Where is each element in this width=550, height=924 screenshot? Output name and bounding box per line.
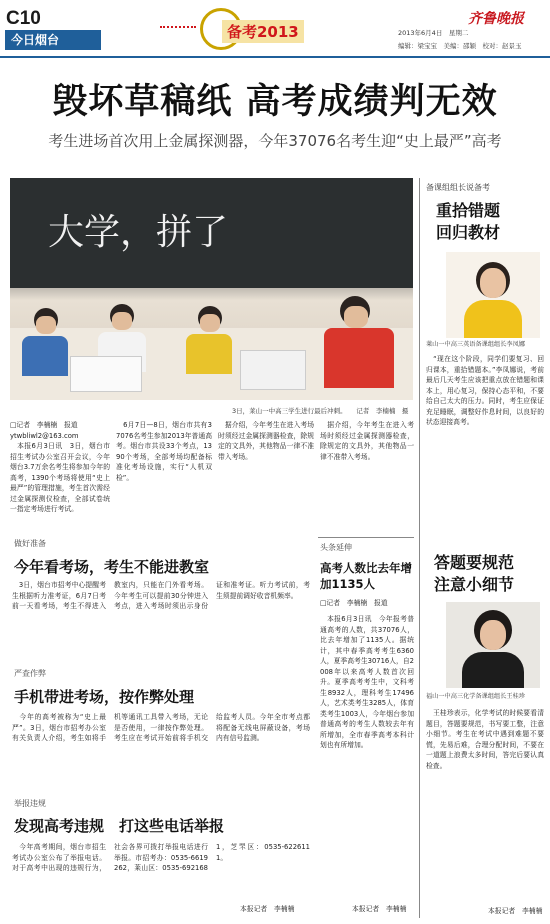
sidebar-title-1: 重拾错题 — [436, 201, 501, 220]
student-face — [344, 306, 368, 328]
sidebar-divider — [419, 178, 420, 918]
headline: 毁坏草稿纸 高考成绩判无效 — [52, 82, 498, 122]
book-stack — [70, 356, 142, 392]
section-title-cheating: 手机带进考场，按作弊处理 — [14, 688, 195, 706]
section-label-report: 举报违规 — [14, 799, 46, 808]
sidebar-byline: 本报记者 李楠楠 — [488, 907, 543, 915]
blackboard-writing: 大学，拼了 — [48, 212, 229, 253]
section-text-report: 今年高考期间，烟台市招生考试办公室公布了举报电话。对于高考中出现的违规行为，社会各界可拨打举报电话进行举报。市招考办：0535-6619262，莱山区：0535-6921681，芝罘区：0535-6226111。 — [12, 843, 310, 872]
face — [480, 620, 506, 650]
page-number: C10 — [6, 8, 41, 29]
sidebar-title-4: 注意小细节 — [434, 575, 515, 594]
sidebar-title-2: 回归教材 — [436, 223, 501, 242]
section-title-report: 发现高考违规 打这些电话举报 — [14, 817, 225, 835]
section-byline: 本报记者 李楠楠 — [240, 905, 295, 913]
classroom-photo — [10, 178, 413, 400]
sidebar-text-2: 王桂珍表示，化学考试的时候要看清题目，答题要规范，书写要工整，注意小细节。考生在考试中遇到难题不要慌，先易后难，合理分配时间，不要在一道题上浪费太多时间，答完后要认真检查。 — [426, 709, 544, 770]
student-face — [112, 312, 132, 330]
lead-column-3: 据介绍，今年考生在进入考场时须经过金属探测器检查，除规定的文具外，其他物品一律不准带入考场。 — [218, 421, 314, 461]
section-label-cheating: 严查作弊 — [14, 669, 46, 678]
issue-date: 2013年6月4日 星期二 — [398, 29, 469, 37]
editors: 编辑：梁宝宝 美编：邵颖 校对：赵景玉 — [398, 42, 522, 50]
section-text-prepare: 3日，烟台市招考中心提醒考生根据听力准考证，6月7日考前一天看考场，考生不得进入教室内，只能在门外看考场。今年考生可以提前30分钟进入考点，进入考场时须出示身份证和准考证。听力考试前，考生须提前调好收音机频率。 — [12, 581, 310, 610]
mid-title: 高考人数比去年增加1135人 — [320, 561, 412, 591]
section-text-cheating: 今年的高考被称为“史上最严”。3日，烟台市招考办公室有关负责人介绍，考生如将手机等通讯工具带入考场，无论是否使用，一律按作弊处理。考生应在考试开始前将手机交给监考人员。今年全市考点都将配备无线电屏蔽设备，考场内有信号监测。 — [12, 713, 310, 742]
shirt — [464, 300, 522, 338]
book-stack — [240, 350, 306, 390]
mid-byline-end: 本报记者 李楠楠 — [352, 905, 407, 913]
sidebar-title-3: 答题要规范 — [434, 553, 515, 572]
teacher-caption-2: 福山一中高三化学备课组组长王桂珍 — [426, 693, 525, 700]
student-face — [36, 316, 56, 334]
banner-dots — [160, 26, 196, 34]
banner — [200, 8, 320, 50]
lead-column-2: 6月7日—8日，烟台市共有37076名考生参加2013年普通高考。烟台市共设33个考点，1390个考场，全部考场均配备标准化考场设施，实行“人机双检”。 — [116, 421, 212, 482]
banner-text: 备考2013 — [222, 20, 304, 43]
section-label-prepare: 做好准备 — [14, 539, 46, 548]
paper-logo: 齐鲁晚报 — [468, 11, 524, 27]
student-shirt — [186, 334, 232, 374]
student-shirt — [22, 336, 68, 376]
subheadline: 考生进场首次用上金属探测器，今年37076名考生迎“史上最严”高考 — [48, 132, 502, 150]
jacket — [462, 652, 524, 688]
teacher-photo-2 — [446, 602, 540, 688]
section-title-prepare: 今年看考场，考生不能进教室 — [14, 558, 210, 576]
section-label: 今日烟台 — [5, 30, 101, 50]
mid-text: 本报6月3日讯 今年报考普通高考的人数，共37076人，比去年增加了1135人。据统计，其中春季高考考生6360人，夏季高考生30716人，自2008年以来高考人数首次回升。夏季高考考生中，文科考生8932人，理科考生17496人，艺术类考生3285人，体育类考生1003人，今年烟台参加普通高考的考生人数较去年有所增加，全市春季高考本科计划也有所增加。 — [320, 615, 414, 749]
student-shirt — [324, 328, 394, 388]
mid-rule — [318, 537, 414, 538]
sidebar-tag: 备课组组长说备考 — [426, 183, 490, 192]
teacher-caption-1: 莱山一中高三英语备课组组长李凤娜 — [426, 341, 525, 348]
mid-byline: □记者 李楠楠 报道 — [320, 599, 388, 607]
lead-column-4: 据介绍，今年考生在进入考场时须经过金属探测器检查，除规定的文具外，其他物品一律不准带入考场。 — [320, 421, 414, 461]
header-rule — [0, 56, 550, 58]
teacher-photo-1 — [446, 252, 540, 338]
photo-caption: 3日，莱山一中高三学生进行最后冲刺。 记者 李楠楠 摄 — [232, 407, 409, 415]
face — [480, 268, 506, 298]
lead-column-1: □记者 李楠楠 报道 ytwbliwl2@163.com 本报6月3日讯 3日，烟台市招生考试办公室召开会议，今年烟台3.7万余名考生将参加今年的高考，1390个考场将使用“史上最严”的管理措施，考生首次需经过金属探测仪检查，全部试卷统一指定考场进行考试。 — [10, 421, 110, 513]
sidebar-text-1: “现在这个阶段，同学们要复习、回归课本，重拾错题本。”李凤娜说，考前最后几天考生应该把重点放在错题和课本上，用心复习，保持心态平和，不要给自己太大的压力。同时，考生应保证充足睡眠，调整好作息时间，以良好的状态迎接高考。 — [426, 355, 544, 426]
student-face — [200, 314, 220, 332]
mid-label: 头条延伸 — [320, 543, 352, 552]
